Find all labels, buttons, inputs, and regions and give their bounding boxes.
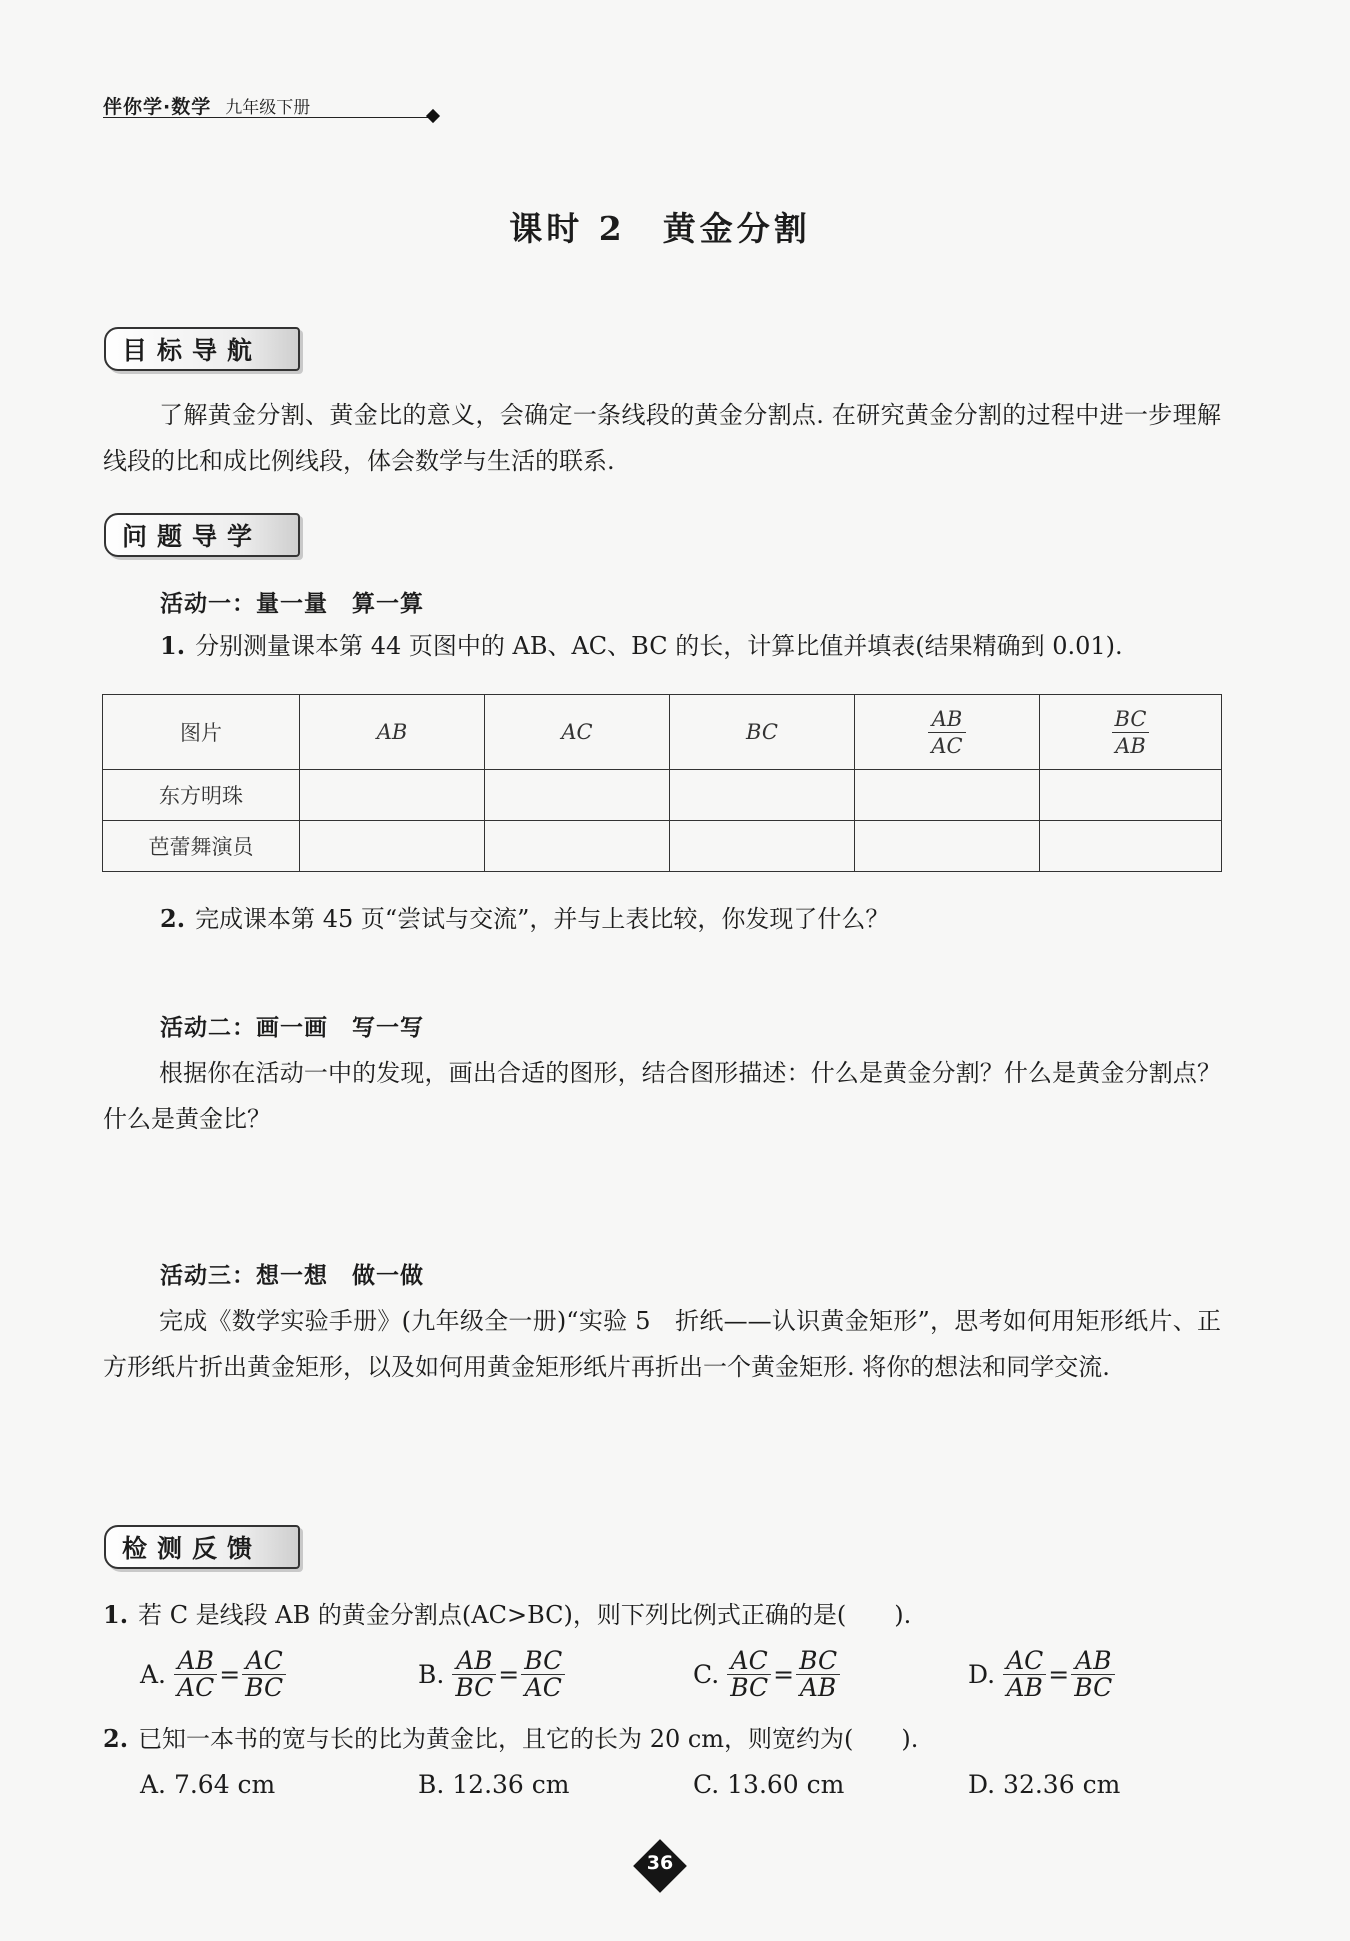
table-cell-blank[interactable] xyxy=(485,821,670,872)
fraction xyxy=(1112,706,1150,759)
equals-sign: = xyxy=(1048,1660,1070,1689)
fraction xyxy=(521,1648,565,1701)
question-number: 1. xyxy=(103,1600,129,1629)
fraction-numerator: AC xyxy=(242,1648,286,1675)
measurement-table xyxy=(102,694,1222,872)
fraction-denominator: AC xyxy=(177,1673,215,1702)
fraction-denominator: BC xyxy=(245,1673,284,1702)
table-header: AB xyxy=(300,695,485,770)
goal-text: 了解黄金分割、黄金比的意义，会确定一条线段的黄金分割点. 在研究黄金分割的过程中进一步理解线段的比和成比例线段，体会数学与生活的联系. xyxy=(103,401,1221,475)
fraction-numerator: AC xyxy=(1003,1648,1046,1675)
activity2-title: 活动二：画一画 写一写 xyxy=(160,1015,424,1041)
question-text: 已知一本书的宽与长的比为黄金比，且它的长为 20 cm，则宽约为( ). xyxy=(138,1725,919,1753)
option-b[interactable] xyxy=(418,1648,565,1701)
question-number: 2. xyxy=(103,1724,129,1753)
fraction-denominator: BC xyxy=(730,1673,769,1702)
header-grade: 九年级下册 xyxy=(225,98,311,118)
lesson-title: 课时 2 黄金分割 xyxy=(509,209,811,248)
table-cell-blank[interactable] xyxy=(670,770,855,821)
table-header-ratio-ab-ac xyxy=(855,695,1040,770)
table-cell-blank[interactable] xyxy=(1040,770,1222,821)
fraction-numerator: AB xyxy=(174,1648,217,1675)
section-tag-goal: 目标导航 xyxy=(104,327,300,371)
page-number: 36 xyxy=(646,1852,674,1874)
option-letter: B. xyxy=(418,1660,445,1689)
fraction-denominator: BC xyxy=(455,1673,494,1702)
table-row xyxy=(103,770,1222,821)
fraction-numerator: AB xyxy=(452,1648,496,1675)
feedback-question-2 xyxy=(103,1722,918,1756)
fraction-numerator: BC xyxy=(796,1648,840,1675)
table-cell-blank[interactable] xyxy=(670,821,855,872)
question-number: 2. xyxy=(160,904,186,933)
fraction-numerator: AB xyxy=(1071,1648,1115,1675)
fraction xyxy=(1071,1648,1115,1701)
option-letter: D. xyxy=(968,1660,996,1689)
option-d[interactable] xyxy=(968,1648,1115,1701)
equals-sign: = xyxy=(219,1660,241,1689)
table-cell-blank[interactable] xyxy=(300,821,485,872)
fraction xyxy=(727,1648,771,1701)
table-row-label: 芭蕾舞演员 xyxy=(103,821,300,872)
fraction xyxy=(174,1648,217,1701)
fraction xyxy=(796,1648,840,1701)
fraction-denominator: AB xyxy=(1006,1673,1043,1702)
fraction xyxy=(452,1648,496,1701)
section-tag-guide: 问题导学 xyxy=(104,513,300,557)
header-brand: 伴你学·数学 xyxy=(103,96,212,118)
q2-option-b[interactable]: B. 12.36 cm xyxy=(418,1770,570,1799)
q2-option-a[interactable]: A. 7.64 cm xyxy=(140,1770,276,1799)
fraction-denominator: BC xyxy=(1074,1673,1113,1702)
table-header-row xyxy=(103,695,1222,770)
question-text: 完成课本第 45 页“尝试与交流”，并与上表比较，你发现了什么？ xyxy=(195,905,890,933)
activity1-question-1 xyxy=(160,629,1123,663)
table-cell-blank[interactable] xyxy=(1040,821,1222,872)
equals-sign: = xyxy=(498,1660,520,1689)
fraction-denominator: AC xyxy=(931,733,963,758)
option-letter: C. xyxy=(693,1660,720,1689)
activity3-text: 完成《数学实验手册》(九年级全一册)“实验 5 折纸——认识黄金矩形”，思考如何用矩形纸片、正方形纸片折出黄金矩形，以及如何用黄金矩形纸片再折出一个黄金矩形. 将你的想法和同学交流. xyxy=(103,1307,1221,1381)
table-cell-blank[interactable] xyxy=(300,770,485,821)
table-header-ratio-bc-ab xyxy=(1040,695,1222,770)
feedback-question-1 xyxy=(103,1598,911,1632)
activity3-title: 活动三：想一想 做一做 xyxy=(160,1263,424,1289)
option-a[interactable] xyxy=(140,1648,286,1701)
fraction-numerator: AB xyxy=(928,706,965,733)
equals-sign: = xyxy=(773,1660,795,1689)
section-tag-feedback: 检测反馈 xyxy=(104,1525,300,1569)
fraction-denominator: AB xyxy=(799,1673,837,1702)
q2-option-c[interactable]: C. 13.60 cm xyxy=(693,1770,845,1799)
option-letter: A. xyxy=(140,1660,167,1689)
running-header xyxy=(103,92,310,119)
table-header: 图片 xyxy=(103,695,300,770)
q2-option-d[interactable]: D. 32.36 cm xyxy=(968,1770,1121,1799)
fraction xyxy=(242,1648,286,1701)
table-cell-blank[interactable] xyxy=(485,770,670,821)
question-text: 分别测量课本第 44 页图中的 AB、AC、BC 的长，计算比值并填表(结果精确到 0.01). xyxy=(195,632,1123,660)
header-diamond-icon xyxy=(426,109,440,123)
option-c[interactable] xyxy=(693,1648,840,1701)
fraction-numerator: BC xyxy=(1112,706,1150,733)
table-cell-blank[interactable] xyxy=(855,821,1040,872)
fraction-numerator: AC xyxy=(727,1648,771,1675)
table-header: BC xyxy=(670,695,855,770)
fraction-denominator: AB xyxy=(1115,733,1146,758)
fraction xyxy=(928,706,965,759)
table-cell-blank[interactable] xyxy=(855,770,1040,821)
fraction xyxy=(1003,1648,1046,1701)
table-row xyxy=(103,821,1222,872)
header-rule xyxy=(103,117,433,118)
fraction-denominator: AC xyxy=(524,1673,562,1702)
table-header: AC xyxy=(485,695,670,770)
question-text: 若 C 是线段 AB 的黄金分割点(AC>BC)，则下列比例式正确的是( ). xyxy=(138,1601,912,1629)
activity1-question-2 xyxy=(160,902,889,936)
activity1-title: 活动一：量一量 算一算 xyxy=(160,591,424,617)
question-number: 1. xyxy=(160,631,186,660)
table-row-label: 东方明珠 xyxy=(103,770,300,821)
activity2-text: 根据你在活动一中的发现，画出合适的图形，结合图形描述：什么是黄金分割？什么是黄金分割点？什么是黄金比？ xyxy=(103,1059,1221,1133)
fraction-numerator: BC xyxy=(521,1648,565,1675)
